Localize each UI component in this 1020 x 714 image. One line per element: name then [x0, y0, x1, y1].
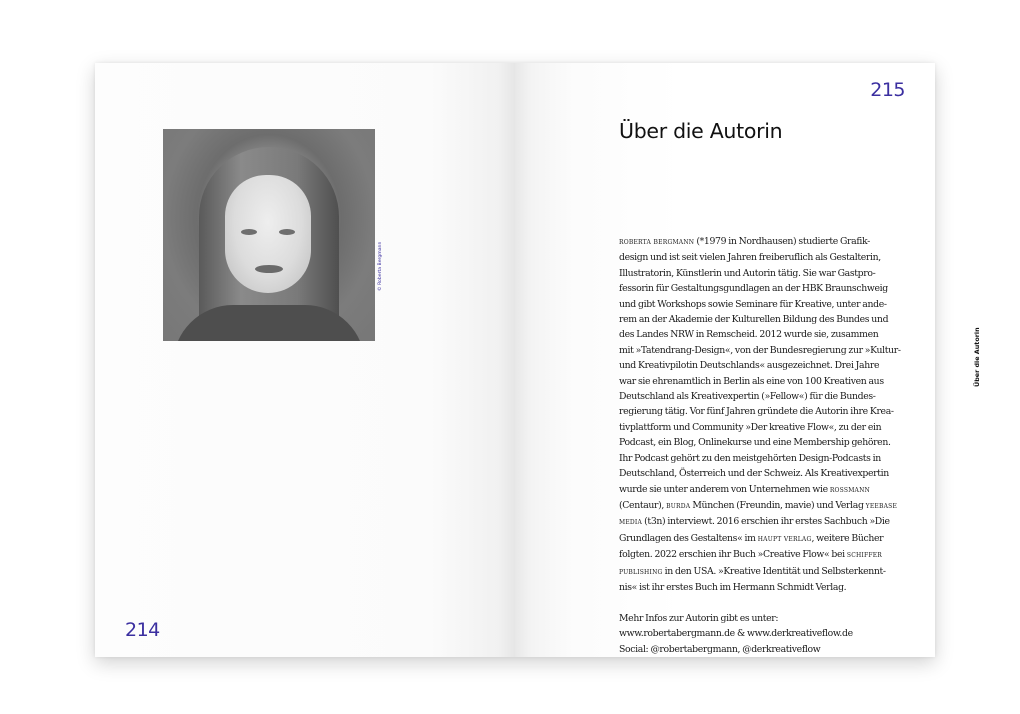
- bio-line: fessorin für Gestaltungsgundlagen an der HBK Braunschweig: [619, 283, 888, 295]
- bio-text: wurde sie unter anderem von Unternehmen wie: [619, 483, 830, 495]
- bio-line: des Landes NRW in Remscheid. 2012 wurde sie, zusammen: [619, 329, 879, 341]
- portrait-eye-right: [279, 229, 295, 235]
- running-head-vertical: Über die Autorin: [973, 327, 981, 387]
- bio-text: folgten. 2022 erschien ihr Buch »Creative Flow« bei: [619, 549, 847, 561]
- bio-text: (Centaur),: [619, 499, 667, 511]
- bio-line: design und ist seit vielen Jahren freiberuflich als Gestalterin,: [619, 252, 881, 264]
- author-bio: [619, 234, 919, 657]
- small-caps-name: publishing: [619, 566, 663, 577]
- bio-text: (*1979 in Nordhausen) studierte Grafik-: [694, 236, 870, 247]
- bio-line: war sie ehrenamtlich in Berlin als eine von 100 Kreativen aus: [619, 375, 884, 387]
- bio-line: [619, 498, 919, 514]
- bio-line: tivplattform und Community »Der kreative Flow«, zu der ein: [619, 421, 882, 433]
- bio-line: [619, 531, 919, 547]
- bio-line: mit »Tatendrang-Design«, von der Bundesregierung zur »Kultur-: [619, 344, 901, 356]
- author-portrait-photo: [163, 129, 375, 341]
- left-page: [95, 63, 515, 657]
- small-caps-name: media: [619, 517, 643, 528]
- right-page: [515, 63, 981, 657]
- bio-line: Deutschland als Kreativexpertin (»Fellow«) für die Bundes-: [619, 391, 876, 403]
- small-caps-name: rossmann: [829, 484, 870, 495]
- bio-text: (t3n) interviewt. 2016 erschien ihr erstes Sachbuch »Die: [642, 516, 890, 528]
- portrait-mouth: [255, 265, 283, 273]
- portrait-eye-left: [241, 229, 257, 235]
- small-caps-name: schiffer: [846, 550, 883, 561]
- bio-line: [619, 564, 919, 580]
- bio-line: nis« ist ihr erstes Buch im Hermann Schmidt Verlag.: [619, 581, 847, 593]
- small-caps-name: yeebase: [865, 500, 898, 511]
- bio-line: [619, 482, 919, 498]
- paragraph-gap: [619, 595, 919, 610]
- bio-line: Podcast, ein Blog, Onlinekurse und eine Membership gehören.: [619, 437, 891, 449]
- more-info-line: www.robertabergmann.de & www.derkreativeflow.de: [619, 628, 853, 640]
- bio-line: Illustratorin, Künstlerin und Autorin tätig. Sie war Gastpro-: [619, 267, 876, 279]
- bio-line: [619, 514, 919, 530]
- bio-line: und gibt Workshops sowie Seminare für Kreative, unter ande-: [619, 298, 887, 310]
- bio-line: [619, 547, 919, 563]
- page-number-right: 215: [870, 79, 905, 101]
- page-title: Über die Autorin: [619, 119, 783, 143]
- page-number-left: 214: [125, 619, 160, 641]
- photo-credit: © Roberta Bergmann: [378, 241, 383, 291]
- bio-line: Deutschland, Österreich und der Schweiz. Als Kreativexpertin: [619, 468, 889, 480]
- bio-text: , weitere Bücher: [811, 532, 884, 544]
- bio-text: München (Freundin, mavie) und Verlag: [690, 499, 866, 511]
- more-info-line: Mehr Infos zur Autorin gibt es unter:: [619, 612, 779, 624]
- bio-text: Grundlagen des Gestaltens« im: [619, 532, 758, 544]
- open-book-spread: [95, 63, 981, 657]
- bio-line: und Kreativpilotin Deutschlands« ausgezeichnet. Drei Jahre: [619, 360, 880, 372]
- small-caps-name: burda: [666, 500, 691, 511]
- bio-text: in den USA. »Kreative Identität und Selbsterkennt-: [662, 565, 886, 577]
- bio-line: regierung tätig. Vor fünf Jahren gründete die Autorin ihre Krea-: [619, 406, 894, 418]
- small-caps-name: haupt verlag: [757, 533, 812, 544]
- portrait-face: [225, 175, 311, 293]
- bio-line: [619, 234, 919, 250]
- bio-line: rem an der Akademie der Kulturellen Bildung des Bundes und: [619, 314, 889, 326]
- small-caps-name: roberta bergmann: [619, 237, 695, 247]
- more-info-line: Social: @robertabergmann, @derkreativeflow: [619, 643, 821, 655]
- bio-line: Ihr Podcast gehört zu den meistgehörten Design-Podcasts in: [619, 452, 881, 464]
